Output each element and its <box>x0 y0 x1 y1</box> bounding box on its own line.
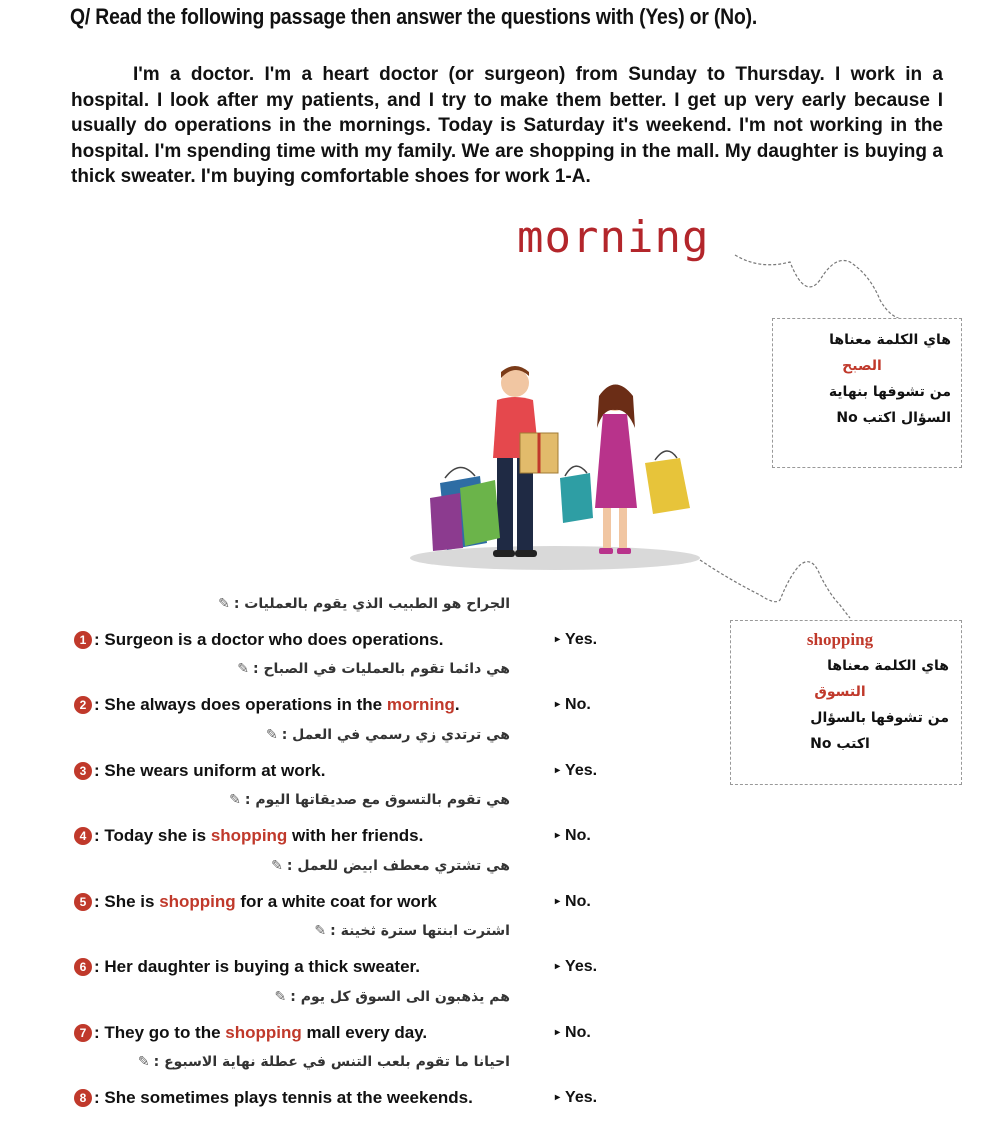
arabic-translation <box>70 727 510 743</box>
question-number-badge: 8 <box>74 1089 92 1107</box>
question-keyword: shopping <box>159 892 236 911</box>
question-text: : She is <box>94 892 160 911</box>
question-title: Q/ Read the following passage then answer the questions with (Yes) or (No). <box>70 4 758 29</box>
bullet-arrow-icon: ▸ <box>555 1092 561 1103</box>
question-item <box>74 630 443 650</box>
arabic-translation <box>70 661 510 677</box>
question-text: : She sometimes plays tennis at the weekends. <box>94 1088 473 1107</box>
question-text-end: mall every day. <box>301 1023 428 1042</box>
arabic-text: احيانا ما تقوم بلعب التنس في عطلة نهاية الاسبوع : <box>153 1054 510 1070</box>
answer-text: No. <box>565 1024 591 1041</box>
question-text-end: for a white coat for work <box>235 892 437 911</box>
answer-text: Yes. <box>565 762 598 779</box>
question-item <box>74 695 460 715</box>
arabic-text: هي ترتدي زي رسمي في العمل : <box>281 727 510 743</box>
question-item <box>74 826 423 846</box>
answer-text: No. <box>565 893 591 910</box>
note-meaning: الصبح <box>842 358 882 374</box>
answer <box>555 1024 591 1042</box>
arabic-text: هي دائما تقوم بالعمليات في الصباح : <box>252 661 510 677</box>
note-shopping-meaning <box>730 620 962 785</box>
note-line: هاي الكلمة معناها <box>827 658 949 674</box>
question-number-badge: 1 <box>74 631 92 649</box>
answer <box>555 631 597 649</box>
note-line: هاي الكلمة معناها <box>829 332 951 348</box>
pencil-icon: ✎ <box>271 858 283 874</box>
arabic-translation <box>70 923 510 939</box>
question-item <box>74 957 420 977</box>
answer-text: Yes. <box>565 1089 598 1106</box>
question-number-badge: 7 <box>74 1024 92 1042</box>
question-text: : Surgeon is a doctor who does operations. <box>94 630 444 649</box>
bullet-arrow-icon: ▸ <box>555 961 561 972</box>
answer <box>555 696 591 714</box>
answer-text: Yes. <box>565 958 598 975</box>
question-item <box>74 761 325 781</box>
question-text: : Her daughter is buying a thick sweater. <box>94 957 420 976</box>
arabic-text: اشترت ابنتها سترة ثخينة : <box>330 923 510 939</box>
note-line: من تشوفها بنهاية <box>828 384 951 400</box>
answer <box>555 893 591 911</box>
pencil-icon: ✎ <box>218 596 230 612</box>
bullet-arrow-icon: ▸ <box>555 634 561 645</box>
bullet-arrow-icon: ▸ <box>555 699 561 710</box>
question-item <box>74 1088 473 1108</box>
question-text: : Today she is <box>94 826 211 845</box>
note-line: من تشوفها بالسؤال <box>810 710 949 726</box>
pencil-icon: ✎ <box>137 1054 150 1070</box>
question-text: : She always does operations in the <box>94 695 387 714</box>
answer <box>555 762 597 780</box>
note-line: السؤال اكتب No <box>836 410 951 426</box>
note-word: shopping <box>806 630 874 649</box>
arabic-text: هم يذهبون الى السوق كل يوم : <box>290 989 510 1005</box>
bullet-arrow-icon: ▸ <box>555 830 561 841</box>
question-text: : They go to the <box>94 1023 226 1042</box>
reading-passage: I'm a doctor. I'm a heart doctor (or surgeon) from Sunday to Thursday. I work in a hospital. I look after my patients, and I try to make them better. I get up very early because I usually do operations in the mornings. Today is Saturday it's weekend. I'm not working in the hospital. I'm spending time with my family. We are shopping in the mall. My daughter is buying a thick sweater. I'm buying comfortable shoes for work 1-A. <box>71 64 943 188</box>
note-morning-meaning <box>772 318 962 468</box>
answer <box>555 1089 597 1107</box>
note-meaning: التسوق <box>814 684 866 700</box>
arabic-translation <box>70 792 510 808</box>
arabic-text: هي تشتري معطف ابيض للعمل : <box>286 858 510 874</box>
question-item <box>74 1023 427 1043</box>
shopping-couple-illustration <box>405 358 705 573</box>
question-text-end: . <box>454 695 460 714</box>
arabic-translation <box>70 596 510 612</box>
arabic-text: الجراح هو الطبيب الذي يقوم بالعمليات : <box>233 596 510 612</box>
answer-text: No. <box>565 696 591 713</box>
question-keyword: shopping <box>225 1023 302 1042</box>
bullet-arrow-icon: ▸ <box>555 765 561 776</box>
question-number-badge: 6 <box>74 958 92 976</box>
question-number-badge: 4 <box>74 827 92 845</box>
answer-text: No. <box>565 827 591 844</box>
pencil-icon: ✎ <box>237 661 249 677</box>
arabic-translation <box>70 858 510 874</box>
question-text-end: with her friends. <box>287 826 424 845</box>
arabic-translation <box>70 989 510 1005</box>
bullet-arrow-icon: ▸ <box>555 1027 561 1038</box>
question-keyword: shopping <box>210 826 288 845</box>
answer-text: Yes. <box>565 631 598 648</box>
answer <box>555 827 591 845</box>
question-text: : She wears uniform at work. <box>94 761 326 780</box>
answer <box>555 958 597 976</box>
arabic-translation <box>70 1054 510 1070</box>
question-keyword: morning <box>386 695 455 714</box>
bullet-arrow-icon: ▸ <box>555 896 561 907</box>
question-number-badge: 5 <box>74 893 92 911</box>
question-number-badge: 3 <box>74 762 92 780</box>
pencil-icon: ✎ <box>314 923 327 939</box>
pencil-icon: ✎ <box>229 792 241 808</box>
arabic-text: هي تقوم بالتسوق مع صديقاتها اليوم : <box>244 792 510 808</box>
pencil-icon: ✎ <box>274 989 287 1005</box>
pencil-icon: ✎ <box>265 727 278 743</box>
note-line: اكتب No <box>810 736 870 752</box>
highlighted-word-morning: morning <box>517 212 710 263</box>
question-item <box>74 892 437 912</box>
question-number-badge: 2 <box>74 696 92 714</box>
